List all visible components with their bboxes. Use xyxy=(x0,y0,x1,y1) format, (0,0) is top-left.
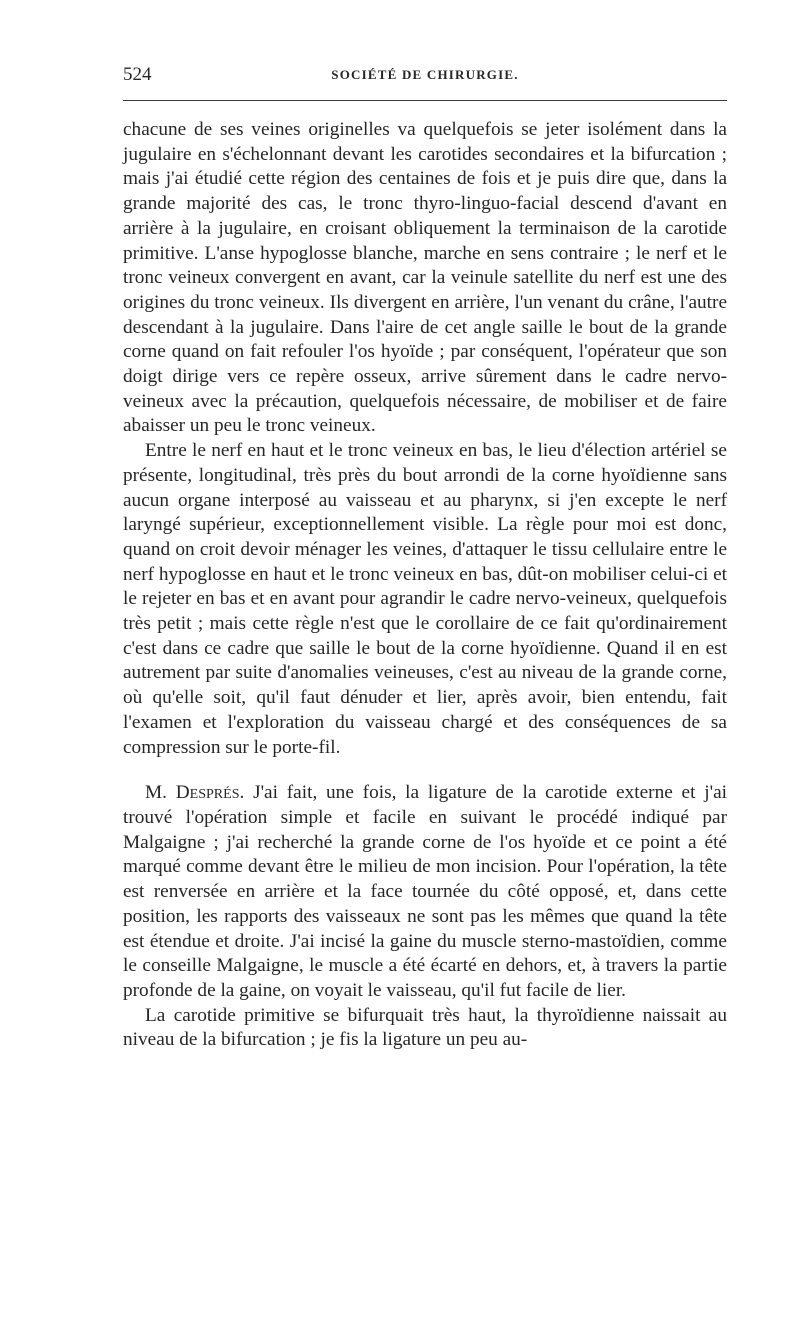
running-title: SOCIÉTÉ DE CHIRURGIE. xyxy=(331,67,519,82)
paragraph-carotide: La carotide primitive se bifurquait très haut, la thyroïdienne naissait au niveau de la bifurcation ; je fis la ligature un peu au- xyxy=(123,1004,727,1051)
header-rule xyxy=(123,100,727,101)
paragraph-gap xyxy=(123,760,727,781)
paragraph-election: Entre le nerf en haut et le tronc veineux en bas, le lieu d'élection artériel se présente, longitudinal, très près du bout arrondi de la corne hyoïdienne sans aucun organe interposé au vaisseau et au pharynx, si j'en excepte le nerf laryngé supérieur, exceptionnellement visible. La règle pour moi est donc, quand on croit devoir ménager les veines, d'attaquer le tissu cellulaire entre le nerf hypoglosse en haut et le tronc veineux en bas, dût-on mobiliser celui-ci et le rejeter en bas et en avant pour agrandir le cadre nervo-veineux, quelquefois très petit ; mais cette règle n'est que le corollaire de ce fait qu'ordinairement c'est dans ce cadre que saille le bout de la corne hyoïdienne. Quand il en est autrement par suite d'anomalies veineuses, c'est au niveau de la grande corne, où qu'elle soit, qu'il faut dénuder et lier, après avoir, bien entendu, fait l'examen et l'exploration du vaisseau chargé et des conséquences de sa compression sur le porte-fil. xyxy=(123,440,727,758)
paragraph-continuation: chacune de ses veines originelles va quelquefois se jeter isolément dans la jugulaire en s'échelonnant devant les carotides secondaires et la bifurcation ; mais j'ai étudié cette région des centaines de fois et je puis dire que, dans la grande majorité des cas, le tronc thyro-linguo-facial descend d'avant en arrière à la jugulaire, en croisant obliquement la terminaison de la carotide primitive. L'anse hypoglosse blanche, marche en sens contraire ; le nerf et le tronc veineux convergent en avant, car la veinule satellite du nerf est une des origines du tronc veineux. Ils divergent en arrière, l'un venant du crâne, l'autre descendant à la jugulaire. Dans l'aire de cet angle saille le bout de la grande corne quand on fait refouler l'os hyoïde ; par conséquent, l'opérateur que son doigt dirige vers ce repère osseux, arrive sûrement dans le cadre nervo-veineux avec la précaution, quelquefois nécessaire, de mobiliser et de faire abaisser un peu le tronc veineux. xyxy=(123,119,727,437)
body-text xyxy=(123,118,727,1053)
paragraph-despres xyxy=(123,781,727,1003)
page-number: 524 xyxy=(123,64,152,85)
speaker-prefix: M. xyxy=(145,782,176,804)
speaker-name: Després. xyxy=(175,782,245,804)
paragraph-despres-text: J'ai fait, une fois, la ligature de la carotide externe et j'ai trouvé l'opération simple et facile en suivant le procédé indiqué par Malgaigne ; j'ai recherché la grande corne de l'os hyoïde et ce point a été marqué comme devant être le milieu de mon incision. Pour l'opération, la tête est renversée en arrière et la face tournée du côté opposé, et, dans cette position, les rapports des vaisseaux ne sont pas les mêmes que quand la tête est étendue et droite. J'ai incisé la gaine du muscle sterno-mastoïdien, comme le conseille Malgaigne, le muscle a été écarté en dehors, et, à travers la partie profonde de la gaine, on voyait le vaisseau, qu'il fut facile de lier. xyxy=(123,782,727,1001)
page-header xyxy=(123,64,727,88)
